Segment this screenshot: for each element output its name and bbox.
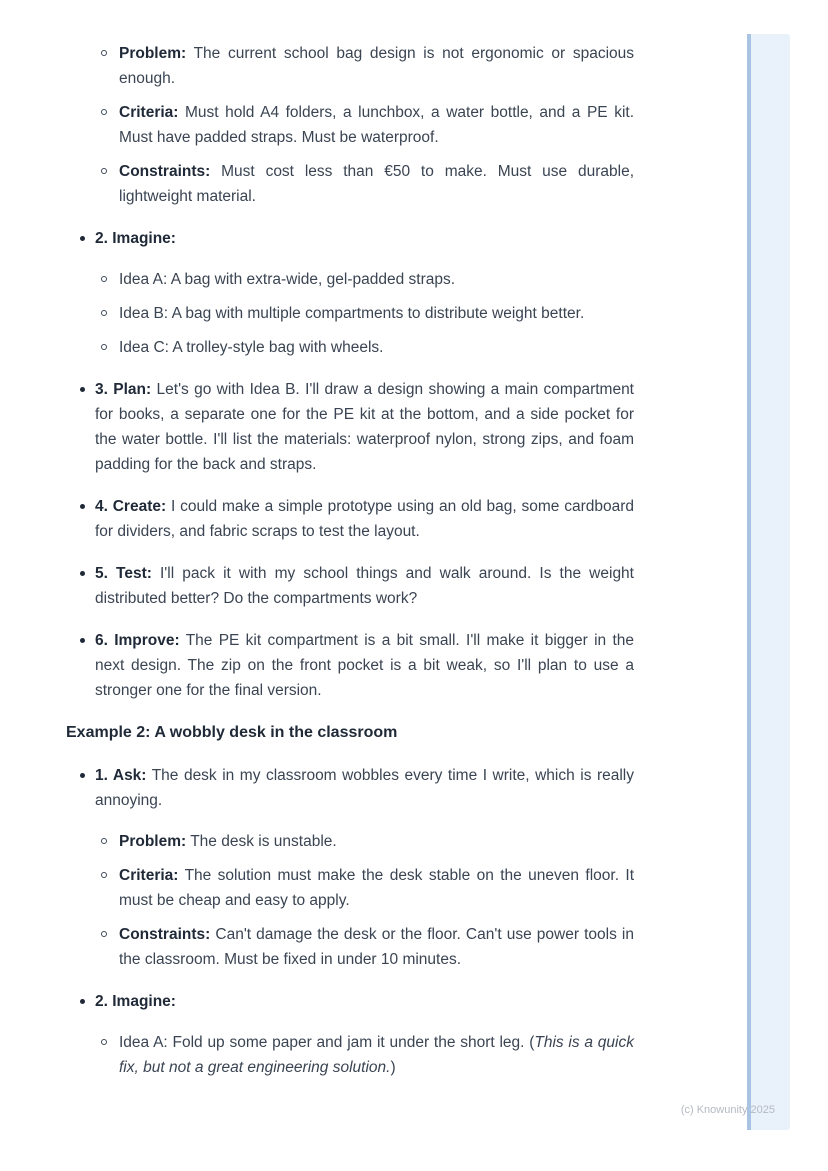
item-label: 3. Plan: [95, 381, 152, 398]
item-text: The current school bag design is not ergonomic or spacious enough. [119, 45, 634, 87]
example2-heading: Example 2: A wobbly desk in the classroom [66, 724, 398, 741]
list-item [66, 301, 634, 326]
item-text: ) [390, 1059, 396, 1076]
item-label: Criteria: [119, 867, 179, 884]
item-text: Can't damage the desk or the floor. Can't use power tools in the classroom. Must be fixed in under 10 minutes. [119, 926, 634, 968]
item-text: The solution must make the desk stable on the uneven floor. It must be cheap and easy to apply. [119, 867, 635, 909]
page-edge-line [747, 34, 751, 1130]
list-item [66, 1030, 634, 1080]
item-text: I could make a simple prototype using an old bag, some cardboard for dividers, and fabric scraps to test the layout. [95, 498, 634, 540]
item-text: Let's go with Idea B. I'll draw a design showing a main compartment for books, a separate one for the PE kit at the bottom, and a side pocket for the water bottle. I'll list the materials: waterproof nylon, strong zips, and foam padding for the back and straps. [95, 381, 634, 473]
list-item [66, 41, 634, 91]
item-text: Idea A: Fold up some paper and jam it under the short leg. ( [119, 1034, 535, 1051]
list-item [66, 922, 634, 972]
list-item [66, 628, 634, 703]
item-label: Problem: [119, 45, 187, 62]
item-label: 2. Imagine: [95, 993, 176, 1010]
list-item [66, 763, 634, 813]
item-label: Constraints: [119, 926, 211, 943]
item-text: The desk in my classroom wobbles every time I write, which is really annoying. [95, 767, 634, 809]
list-item [66, 863, 634, 913]
item-label: 5. Test: [95, 565, 152, 582]
item-text-italic: This is a quick fix, but not a great engineering solution. [119, 1034, 634, 1076]
item-text: Idea C: A trolley-style bag with wheels. [119, 339, 384, 356]
item-text: Must cost less than €50 to make. Must use durable, lightweight material. [119, 163, 635, 205]
item-label: Criteria: [119, 104, 179, 121]
item-label: Problem: [119, 833, 187, 850]
item-label: 4. Create: [95, 498, 167, 515]
list-item [66, 989, 634, 1014]
item-text: I'll pack it with my school things and walk around. Is the weight distributed better? Do the compartments work? [95, 565, 634, 607]
list-item [66, 377, 634, 477]
list-item [66, 267, 634, 292]
watermark-credit: (c) Knowunity 2025 [680, 1104, 775, 1116]
item-text: The desk is unstable. [190, 833, 337, 850]
item-label: 2. Imagine: [95, 230, 176, 247]
item-text: Idea B: A bag with multiple compartments to distribute weight better. [119, 305, 585, 322]
item-text: Idea A: A bag with extra-wide, gel-padded straps. [119, 271, 456, 288]
item-label: Constraints: [119, 163, 211, 180]
item-label: 1. Ask: [95, 767, 147, 784]
item-text: Must hold A4 folders, a lunchbox, a water bottle, and a PE kit. Must have padded straps. Must be waterproof. [119, 104, 634, 146]
list-item [66, 226, 634, 251]
list-item [66, 829, 634, 854]
page-edge-decoration [751, 34, 790, 1130]
list-item [66, 494, 634, 544]
document-content [66, 38, 634, 1080]
item-label: 6. Improve: [95, 632, 180, 649]
item-text: The PE kit compartment is a bit small. I'll make it bigger in the next design. The zip on the front pocket is a bit weak, so I'll plan to use a stronger one for the final version. [95, 632, 634, 699]
list-item [66, 335, 634, 360]
list-item [66, 561, 634, 611]
list-item [66, 100, 634, 150]
list-item [66, 159, 634, 209]
